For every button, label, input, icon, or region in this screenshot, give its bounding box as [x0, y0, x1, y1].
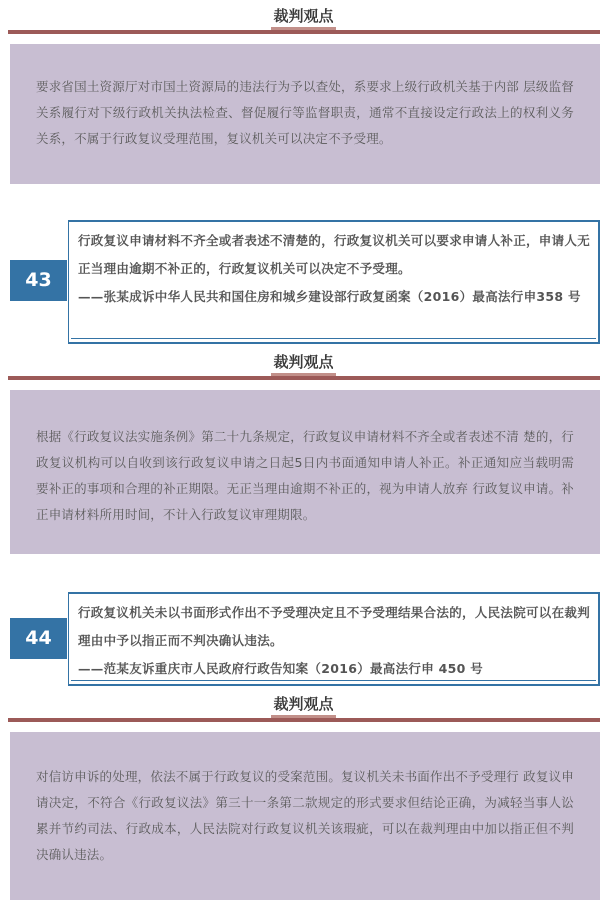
- verdict-panel: [10, 390, 600, 554]
- case-number-badge: 43: [10, 260, 67, 301]
- case-block-43: [10, 220, 600, 344]
- case-block-44: [10, 592, 600, 686]
- verdict-text: 对信访申诉的处理，依法不属于行政复议的受案范围。复议机关未书面作出不予受理行 政复议申请决定，不符合《行政复议法》第三十一条第二款规定的形式要求但结论正确，为减轻当事人讼累并节约司法、行政成本，人民法院对行政复议机关该瑕疵，可以在裁判理由中加以指正但不判决确认违法。: [36, 769, 574, 862]
- section-heading: [0, 6, 607, 26]
- verdict-panel: [10, 44, 600, 184]
- section-heading: [0, 352, 607, 372]
- case-holding: 行政复议机关未以书面形式作出不予受理决定且不予受理结果合法的，人民法院可以在裁判理由中予以指正而不判决确认违法。: [78, 605, 591, 648]
- section-heading: [0, 694, 607, 714]
- case-body: [78, 227, 592, 311]
- case-number-badge: 44: [10, 618, 67, 659]
- heading-title: 裁判观点: [273, 7, 334, 25]
- case-holding: 行政复议申请材料不齐全或者表述不清楚的，行政复议机关可以要求申请人补正，申请人无正当理由逾期不补正的，行政复议机关可以决定不予受理。: [78, 233, 591, 276]
- verdict-text: 根据《行政复议法实施条例》第二十九条规定，行政复议申请材料不齐全或者表述不清 楚的，行政复议机构可以自收到该行政复议申请之日起5日内书面通知申请人补正。补正通知应当载明需要补正的事项和合理的补正期限。无正当理由逾期不补正的，视为申请人放弃 行政复议申请。补正申请材料所用时间，不计入行政复议审理期限。: [36, 429, 574, 522]
- verdict-panel: [10, 732, 600, 900]
- case-citation: ——范某友诉重庆市人民政府行政告知案（2016）最高法行申 450 号: [78, 661, 484, 676]
- heading-rule: [8, 30, 600, 34]
- case-body: [78, 599, 592, 683]
- heading-rule: [8, 376, 600, 380]
- heading-rule: [8, 718, 600, 722]
- case-citation: ——张某成诉中华人民共和国住房和城乡建设部行政复函案（2016）最高法行申358 号: [78, 289, 581, 304]
- heading-title: 裁判观点: [273, 353, 334, 371]
- verdict-text: 要求省国土资源厅对市国土资源局的违法行为予以查处，系要求上级行政机关基于内部 层级监督关系履行对下级行政机关执法检查、督促履行等监督职责，通常不直接设定行政法上的权利义务关系，不属于行政复议受理范围，复议机关可以决定不予受理。: [36, 79, 574, 146]
- heading-title: 裁判观点: [273, 695, 334, 713]
